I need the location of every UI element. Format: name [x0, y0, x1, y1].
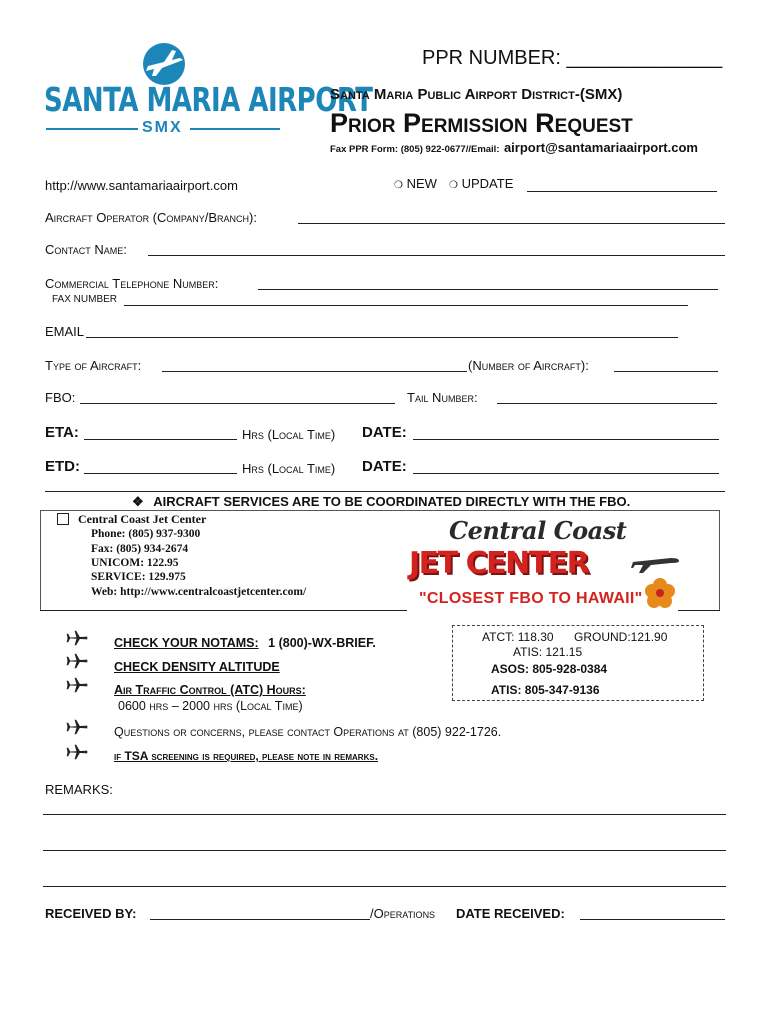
new-radio-icon[interactable]: ❍: [394, 180, 403, 191]
freq-asos: ASOS: 805-928-0384: [491, 662, 608, 676]
aircraft-type-field[interactable]: [162, 371, 467, 372]
jet-center-ad: [405, 514, 685, 614]
freq-ground: GROUND:121.90: [574, 630, 668, 644]
freq-atis: ATIS: 121.15: [513, 645, 583, 659]
contact-field[interactable]: [148, 255, 725, 256]
fbo-unicom: UNICOM: 122.95: [91, 557, 179, 569]
ad-central-coast: Central Coast: [449, 516, 627, 545]
email-field[interactable]: [86, 337, 678, 338]
check-notams: [114, 636, 376, 650]
form-title: Prior Permission Request: [330, 108, 633, 138]
update-option[interactable]: [449, 176, 513, 191]
received-by-field[interactable]: [150, 919, 370, 920]
fbo-fax: Fax: (805) 934-2674: [91, 543, 189, 555]
operator-label: Aircraft Operator (Company/Branch):: [45, 210, 257, 225]
fax-line: [330, 139, 698, 157]
tail-label: Tail Number:: [407, 390, 478, 405]
eta-date-field[interactable]: [413, 439, 719, 440]
questions-text: Questions or concerns, please contact Operations at (805) 922-1726.: [114, 725, 502, 739]
logo-rule-left: [46, 128, 138, 130]
airplane-bullet-icon: [66, 744, 88, 760]
email-label: EMAIL: [45, 324, 85, 339]
ad-tagline: "CLOSEST FBO TO HAWAII": [419, 590, 643, 607]
diamond-bullet-icon: ❖: [132, 494, 144, 509]
aircraft-number-label: (Number of Aircraft):: [468, 358, 589, 373]
remarks-line-1[interactable]: [43, 814, 726, 815]
check-density: CHECK DENSITY ALTITUDE: [114, 660, 280, 674]
hibiscus-flower-icon: [645, 578, 675, 608]
jet-plane-icon: [631, 548, 681, 574]
freq-atct: ATCT: 118.30: [482, 630, 554, 644]
eta-hrs-label: Hrs (Local Time): [242, 427, 336, 442]
contact-label: Contact Name:: [45, 242, 127, 257]
etd-time-field[interactable]: [84, 473, 237, 474]
remarks-line-3[interactable]: [43, 886, 726, 887]
freq-atis-phone: ATIS: 805-347-9136: [491, 683, 600, 697]
remarks-label: REMARKS:: [45, 782, 113, 797]
logo-code: SMX: [142, 119, 183, 136]
update-radio-icon[interactable]: ❍: [449, 180, 458, 191]
fax-number-field[interactable]: [124, 305, 688, 306]
airplane-bullet-icon: [66, 719, 88, 735]
update-field[interactable]: [527, 191, 717, 192]
fbo-box-bottom-left: [40, 610, 407, 611]
eta-date-label: DATE:: [362, 424, 407, 441]
etd-date-field[interactable]: [413, 473, 719, 474]
etd-hrs-label: Hrs (Local Time): [242, 461, 336, 476]
airplane-bullet-icon: [66, 677, 88, 693]
new-option[interactable]: [394, 176, 437, 191]
tsa-text: if TSA screening is required, please note in remarks.: [114, 749, 379, 763]
ppr-number: PPR NUMBER: ______________: [422, 47, 723, 69]
operations-label: /Operations: [370, 906, 436, 921]
new-label: NEW: [406, 176, 437, 191]
website-link[interactable]: http://www.santamariaairport.com: [45, 178, 238, 193]
phone-field[interactable]: [258, 289, 718, 290]
remarks-line-2[interactable]: [43, 850, 726, 851]
fbo-label: FBO:: [45, 390, 76, 405]
logo-rule-right: [190, 128, 280, 130]
fax-number-label: FAX NUMBER: [52, 294, 118, 305]
notams-phone: 1 (800)-WX-BRIEF.: [268, 636, 376, 650]
services-notice: [132, 494, 630, 510]
fbo-checkbox[interactable]: [57, 513, 69, 525]
fax-label: Fax PPR Form: (805) 922-0677//Email:: [330, 144, 500, 155]
airplane-bullet-icon: [66, 653, 88, 669]
received-by-label: RECEIVED BY:: [45, 906, 137, 921]
etd-date-label: DATE:: [362, 458, 407, 475]
eta-label: ETA:: [45, 424, 79, 441]
section-divider: [45, 491, 725, 492]
district-name: Santa Maria Public Airport District-(SMX): [330, 86, 623, 103]
date-received-field[interactable]: [580, 919, 725, 920]
ad-jet-center: JET CENTER: [409, 546, 589, 581]
aircraft-number-field[interactable]: [614, 371, 718, 372]
fbo-field[interactable]: [80, 403, 395, 404]
fbo-service: SERVICE: 129.975: [91, 571, 186, 583]
fbo-web[interactable]: Web: http://www.centralcoastjetcenter.com/: [91, 586, 307, 598]
atc-hours-label: Air Traffic Control (ATC) Hours:: [114, 683, 306, 697]
aircraft-type-label: Type of Aircraft:: [45, 358, 142, 373]
tail-field[interactable]: [497, 403, 717, 404]
services-notice-text: AIRCRAFT SERVICES ARE TO BE COORDINATED DIRECTLY WITH THE FBO.: [153, 494, 631, 509]
fbo-phone: Phone: (805) 937-9300: [91, 528, 201, 540]
phone-label: Commercial Telephone Number:: [45, 276, 219, 291]
airport-logo: [40, 40, 373, 140]
logo-text: SANTA MARIA AIRPORT: [44, 82, 373, 120]
email-address[interactable]: airport@santamariaairport.com: [503, 140, 698, 155]
etd-label: ETD:: [45, 458, 80, 475]
eta-time-field[interactable]: [84, 439, 237, 440]
fbo-name: Central Coast Jet Center: [78, 512, 207, 526]
notams-label: CHECK YOUR NOTAMS:: [114, 636, 259, 650]
atc-hours: 0600 hrs – 2000 hrs (Local Time): [118, 699, 303, 713]
update-label: UPDATE: [461, 176, 514, 191]
airplane-bullet-icon: [66, 630, 88, 646]
date-received-label: DATE RECEIVED:: [456, 906, 565, 921]
operator-field[interactable]: [298, 223, 725, 224]
